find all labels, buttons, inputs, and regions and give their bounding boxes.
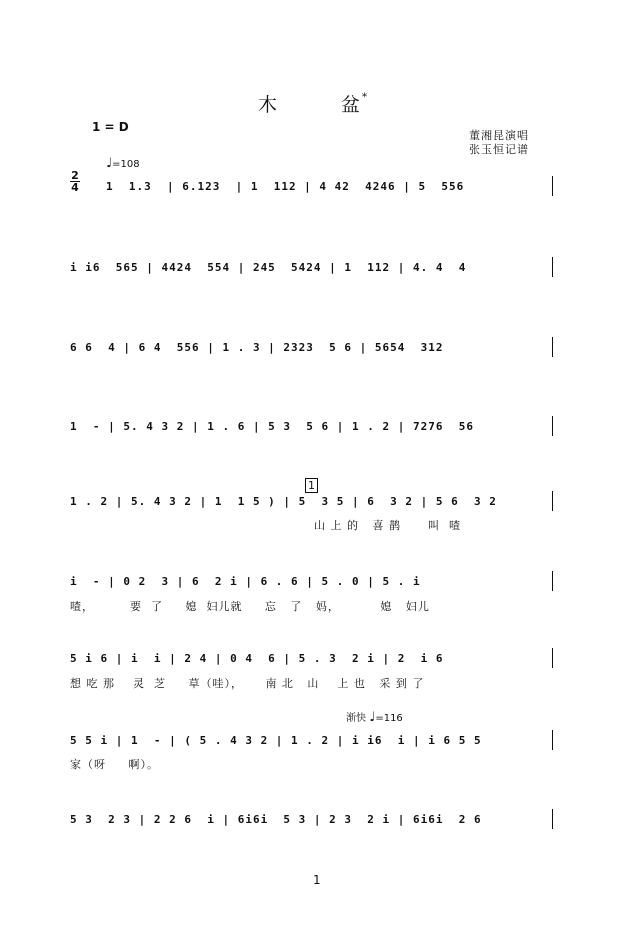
staff-row-7 (70, 652, 553, 676)
staff-row-3 (70, 341, 553, 365)
barline (552, 648, 553, 668)
staff-row-8 (70, 734, 553, 758)
tempo-marking-2 (346, 709, 403, 725)
lyrics-line-2: 喳， 要 了 媳 妇儿就 忘 了 妈， 媳 妇儿 (70, 600, 430, 613)
notes-row-4: 1 - | 5. 4 3 2 | 1 . 6 | 5 3 5 6 | 1 . 2 | 7276 56 (70, 420, 474, 433)
notes-row-1: 1 1.3 | 6.123 | 1 112 | 4 42 4246 | 5 556 (106, 180, 465, 193)
time-signature-bottom: 4 (71, 181, 79, 194)
lyrics-line-3: 想 吃 那 灵 芝 草（哇）， 南 北 山 上 也 采 到 了 (70, 677, 425, 690)
staff-row-2 (70, 261, 553, 285)
time-signature-top: 2 (71, 169, 79, 182)
barline (552, 176, 553, 196)
page-number: 1 (313, 873, 321, 887)
tempo-marking-1 (106, 156, 140, 171)
notes-row-8: 5 5 i | 1 - | ( 5 . 4 3 2 | 1 . 2 | i i6 i | i 6 5 5 (70, 734, 482, 747)
notes-row-7: 5 i 6 | i i | 2 4 | 0 4 6 | 5 . 3 2 i | 2 i 6 (70, 652, 444, 665)
barline (552, 257, 553, 277)
barline (552, 337, 553, 357)
title-footnote-mark: * (362, 91, 370, 103)
section-box-number: 1 (305, 478, 318, 493)
title-char-1: 木 (258, 94, 280, 116)
lyrics-line-1: 山 上 的 喜 鹊 叫 喳 (314, 519, 461, 532)
notes-row-9: 5 3 2 3 | 2 2 6 i | 6i6i 5 3 | 2 3 2 i | 6i6i 2 6 (70, 813, 482, 826)
key-signature: 1 = D (92, 120, 129, 134)
credit-transcriber: 张玉恒记谱 (469, 143, 529, 156)
lyrics-line-4: 家（呀 啊）。 (70, 758, 159, 771)
notes-row-5: 1 . 2 | 5. 4 3 2 | 1 1 5 ) | 5 3 5 | 6 3 2 | 5 6 3 2 (70, 495, 497, 508)
tempo-value-1: =108 (112, 159, 140, 170)
credit-performer: 董湘昆演唱 (469, 129, 529, 142)
barline (552, 491, 553, 511)
staff-row-9 (70, 813, 553, 837)
barline (552, 571, 553, 591)
barline (552, 416, 553, 436)
section-box (305, 474, 318, 493)
title-char-2: 盆 (341, 94, 363, 116)
tempo-accel-label: 渐快 (346, 713, 366, 724)
barline (552, 730, 553, 750)
time-signature (70, 170, 80, 193)
notes-row-2: i i6 565 | 4424 554 | 245 5424 | 1 112 | 4. 4 4 (70, 261, 467, 274)
staff-row-6 (70, 575, 553, 599)
staff-row-1 (106, 180, 553, 204)
notes-row-3: 6 6 4 | 6 4 556 | 1 . 3 | 2323 5 6 | 5654 312 (70, 341, 444, 354)
notes-row-6: i - | 0 2 3 | 6 2 i | 6 . 6 | 5 . 0 | 5 . i (70, 575, 421, 588)
quarter-note-icon: ♩ (369, 710, 376, 725)
tempo-value-2: =116 (375, 713, 403, 724)
staff-row-4 (70, 420, 553, 444)
barline (552, 809, 553, 829)
staff-row-5 (70, 495, 553, 519)
song-title (258, 90, 369, 117)
quarter-note-icon: ♩ (106, 156, 113, 171)
